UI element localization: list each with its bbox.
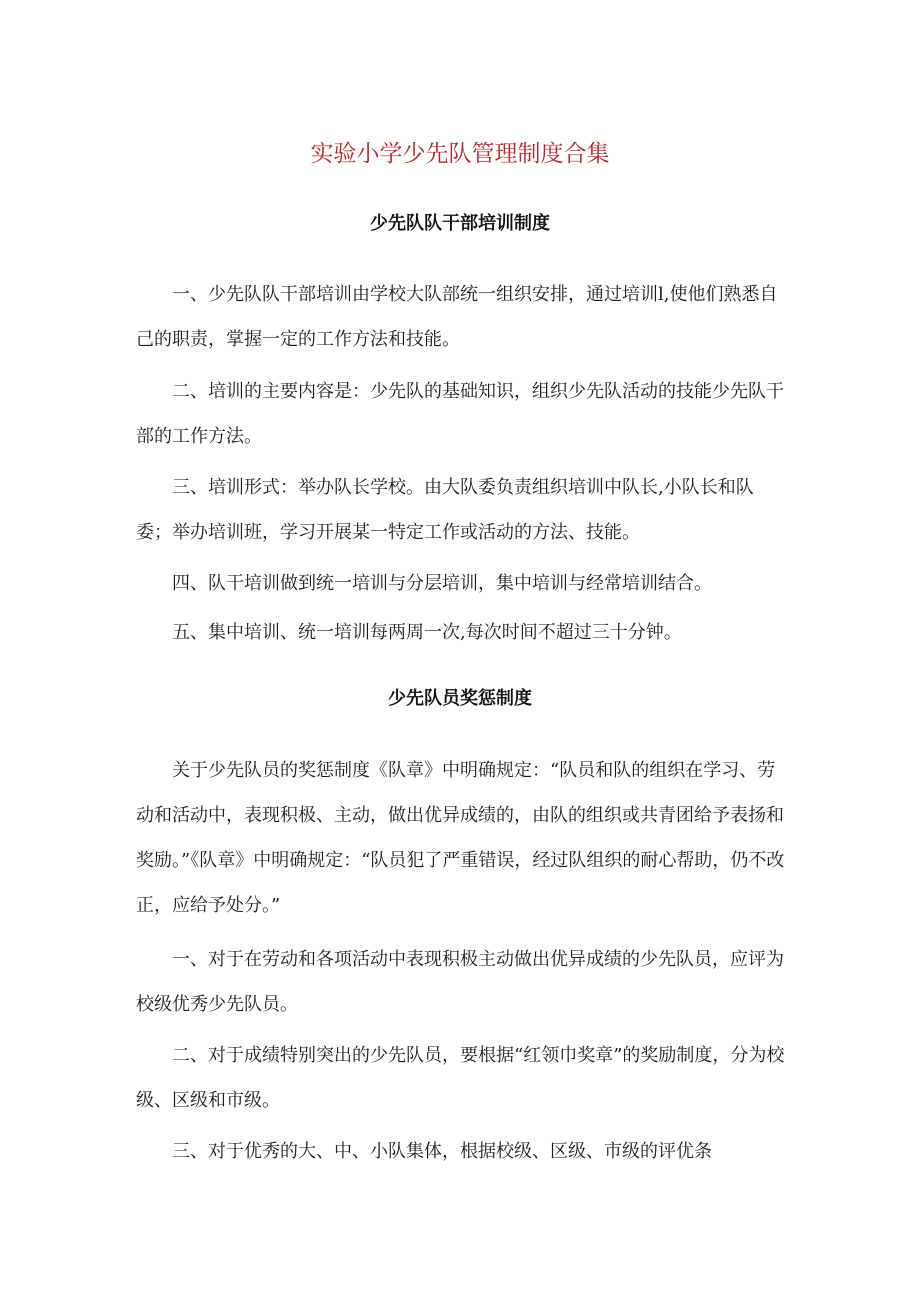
- section-heading-training: 少先队队干部培训制度: [370, 213, 550, 234]
- paragraph: 关于少先队员的奖惩制度《队章》中明确规定：“队员和队的组织在学习、劳动和活动中，表现积极、主动，做出优异成绩的，由队的组织或共青团给予表扬和奖励。”《队章》中明确规定：“队员犯了严重错误，经过队组织的耐心帮助，仍不改正，应给予处分。”: [136, 760, 785, 916]
- paragraph: 四、队干培训做到统一培训与分层培训，集中培训与经常培训结合。: [172, 573, 712, 594]
- paragraph: 一、少先队队干部培训由学校大队部统一组织安排，通过培训l,使他们熟悉自己的职责，掌握一定的工作方法和技能。: [136, 284, 778, 350]
- paragraph: 三、培训形式：举办队长学校。由大队委负责组织培训中队长,小队长和队委；举办培训班，学习开展某一特定工作或活动的方法、技能。: [136, 477, 754, 543]
- paragraph: 二、对于成绩特别突出的少先队员，要根据“红领巾奖章”的奖励制度，分为校级、区级和市级。: [136, 1045, 785, 1111]
- paragraph: 五、集中培训、统一培训每两周一次,每次时间不超过三十分钟。: [172, 622, 682, 643]
- paragraph: 三、对于优秀的大、中、小队集体，根据校级、区级、市级的评优条: [172, 1141, 712, 1162]
- document-title: 实验小学少先队管理制度合集: [310, 141, 610, 167]
- paragraph: 二、培训的主要内容是：少先队的基础知识，组织少先队活动的技能少先队干部的工作方法。: [136, 381, 784, 447]
- paragraph: 一、对于在劳动和各项活动中表现积极主动做出优异成绩的少先队员，应评为校级优秀少先队员。: [136, 949, 784, 1015]
- section-heading-rewards: 少先队员奖惩制度: [388, 688, 532, 709]
